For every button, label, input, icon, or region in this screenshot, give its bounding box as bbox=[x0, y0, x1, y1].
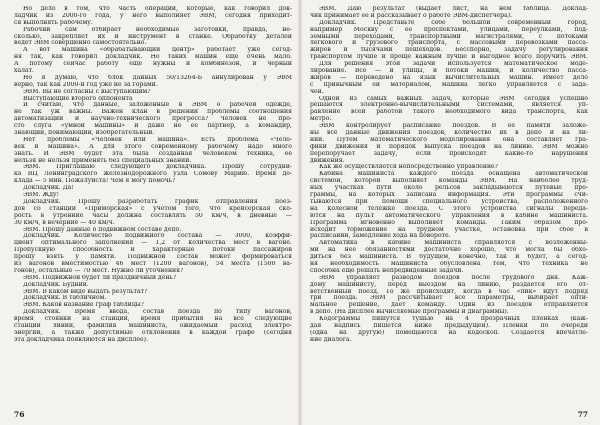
text-line: (одна на другую) помещаются на кодоскоп. Создается впечатле- bbox=[310, 329, 588, 336]
text-line: Докладчик. Количество подвижного состава — 3000, коэффи- bbox=[23, 233, 292, 240]
text-line: ЭВМ. Даю результат (выдает лист, на нем таблица. Доклад- bbox=[319, 6, 588, 12]
text-line: верно, так как 2000-й год уже не за горами. bbox=[14, 81, 158, 88]
text-line: ЭВМ. Вы не согласны с выступающим? bbox=[23, 88, 151, 95]
text-line: равление всей работой такого необходимого вида транспорта, как bbox=[310, 109, 588, 116]
text-line: чей. bbox=[310, 88, 324, 95]
text-line: земными переходами, транспортными магистралями, с потоками bbox=[310, 33, 588, 40]
text-line: гонов), остальные — 70 мест. Нужно ли уточнения? bbox=[14, 267, 184, 274]
text-line: ются на пульт автоматического управления в кабине машиниста. bbox=[310, 212, 588, 219]
text-line: 30 км/ч, в вечерние — 40 км/ч. bbox=[14, 219, 115, 226]
left-page-text bbox=[14, 6, 292, 344]
text-line: ся выполнять рабочему. bbox=[14, 19, 93, 26]
text-line: Я считаю, что данные, заложенные в ЭВМ о рабочей одежде, bbox=[23, 102, 292, 109]
text-line: решаются электронно-вычислительными системами, является уп- bbox=[310, 102, 588, 109]
text-line: ветственный поезд. То же происходит, когда в час «пик» идут подряд bbox=[310, 288, 588, 295]
text-line: с привычным ей материалом, машина легко управляется с зада- bbox=[310, 81, 588, 88]
text-line: ЭВМ контролирует расписание поездов. В ее памяти заложе- bbox=[319, 123, 588, 130]
text-line: ЭВМ. В каком виде выдать результат? bbox=[23, 288, 148, 295]
text-line: ня так, как говорил докладчик. Но таких машин еще очень мало. bbox=[14, 54, 292, 61]
text-line: легкового и грузового транспорта, с массовыми перевозками пасса- bbox=[310, 40, 588, 47]
text-line: ми на нее обязанностями достаточно хорошо, что могла бы обхо- bbox=[310, 247, 588, 254]
text-line: ние диалога. bbox=[310, 336, 352, 343]
text-line: станции линии, фамилия машиниста, ожидаемый расход электро- bbox=[14, 322, 292, 329]
text-line: дому машинисту, перед выездом на линию, раздается его от- bbox=[310, 281, 588, 288]
text-line: жиров и тысячами пешеходов. Бесспорно, задачу регулирования bbox=[310, 47, 588, 54]
text-line: Для решения этой задачи используется математическое моде- bbox=[319, 61, 588, 68]
text-line: ЭВМ управляет разводом поездов после трудового дня. Каж- bbox=[319, 274, 588, 281]
text-line: прошу взять у памяти. Подвижной состав может формироваться bbox=[14, 254, 292, 261]
right-page-number: 77 bbox=[577, 410, 588, 419]
text-line: Кодограммы пишутся тушью на 4 прозрачных пленках (каж- bbox=[319, 316, 588, 323]
text-line: Кабина машиниста каждого поезда оснащена автоматической bbox=[319, 171, 588, 178]
text-line: мальное решение, дает команду. Один из поездов отправляется bbox=[310, 302, 588, 309]
text-line: на колесной тележке поезда. С этого устройства сигналы переда- bbox=[310, 205, 588, 212]
text-line: ня необходимость машиниста обусловлена тем, что техника не bbox=[310, 260, 588, 267]
text-line: не так уж важны. Важен клан в решении проблемы соотношения bbox=[14, 109, 292, 116]
text-line: клада — 5 мин. Пожалуйста! Чем я могу помочь? bbox=[14, 178, 176, 185]
right-page bbox=[300, 0, 600, 425]
text-line: фики движения и порядок выпуска поездов на линию. ЭВМ можно bbox=[310, 143, 588, 150]
text-line: халат. bbox=[14, 68, 35, 75]
text-line: Выступающие второго оппонента bbox=[23, 95, 133, 102]
text-line: три поезда. ЭВМ рассчитывает все параметры, выбирает опти- bbox=[310, 295, 588, 302]
text-line: жиров — переведено на язык вычислительных машин. Имеет дело bbox=[310, 74, 588, 81]
text-line: ЭВМ. Каков название граф таблицы? bbox=[23, 302, 144, 309]
text-line: век и машина». А для этого современному рабочему надо много bbox=[14, 143, 292, 150]
text-line: ны все данные движения поездов, количество их в депо и на ли- bbox=[310, 130, 588, 137]
left-page-number: 76 bbox=[14, 410, 25, 419]
text-line: Нет проблемы «Человек или машина». Есть проблема «Чело- bbox=[23, 136, 292, 143]
text-line: знающий, понимающий, изобретательный. bbox=[14, 130, 155, 137]
text-line: граммы, на которых записана информация. Эти программы счи- bbox=[310, 192, 588, 199]
text-line: дая надпись пишется ниже предыдущей). Пленки по очереди bbox=[310, 322, 588, 329]
text-line: Докладчик. В табличном. bbox=[23, 295, 107, 302]
text-line: Одной из самых важных задач, которые ЭВМ сегодня успешно bbox=[319, 95, 588, 102]
text-line: способна еще решать непредвиденные задачи. bbox=[310, 267, 464, 274]
text-line: транспортом лучше и проще важным лучше и выгоднее всего поручить ЭВМ. bbox=[310, 54, 588, 61]
text-line: Как же осуществляется непосредственно управление? bbox=[319, 164, 498, 171]
text-line: в депо. (На дисплее вычисляемые программы и диаграммы). bbox=[310, 309, 509, 316]
text-line: Рабочий сам отбирает необходимые заготовки, правда, не- bbox=[23, 26, 292, 33]
text-line: чик принимает ее и рассказывает о работе ЭВМ-диспетчера). bbox=[310, 12, 513, 19]
text-line: тываются при помощи специального устройства, расположенного bbox=[310, 198, 588, 205]
text-line: время стоянки на станции, время прибытия на все следующие bbox=[14, 316, 292, 323]
text-line: сколько, закрепляет их и инструмент в станке. Обработку деталей bbox=[14, 33, 292, 40]
text-line: дов со станции «Приморская» с учетом того, что крейсерская ско- bbox=[14, 205, 292, 212]
text-line: нии. Путем математического моделирования она составляет гра- bbox=[310, 136, 588, 143]
text-line: например Москву с ее проспектами, улицами, переулками, под- bbox=[310, 26, 588, 33]
text-line: циент оптимального заполнения — 1,2 от количества мест в вагоне. bbox=[14, 240, 292, 247]
text-line: Докладчик. Представьте себе большой современный город, bbox=[319, 19, 588, 26]
text-line: ЭВМ. Прошу данные о подвижном составе депо. bbox=[23, 226, 182, 233]
text-line: автоматизации и научно-технического прогресса? Человек не про- bbox=[14, 116, 292, 123]
text-line: метро. bbox=[310, 116, 332, 123]
right-page-text bbox=[310, 6, 588, 344]
text-line: Докладчик. Прошу разработать график отправления поез- bbox=[23, 198, 292, 205]
text-line: рость в утренние часы должна составлять 50 км/ч, в дневные — bbox=[14, 212, 292, 219]
text-line: из вагонов вместимостью 46 мест (1200 вагонов), 54 места (1500 ва- bbox=[14, 260, 292, 267]
text-line: Программа мгновенно выполняет команды. Таким образом про- bbox=[310, 219, 588, 226]
text-line: перепоручает задачу, если происходят какие-то нарушения bbox=[310, 150, 588, 157]
text-line: нельзя не нельзя применять без специальных знаний. bbox=[14, 157, 192, 164]
text-line: сто слуга «умной машины» и даже не ее партнер, а командир, bbox=[14, 123, 292, 130]
text-line: энергии, а также допустимые отклонения в каждой графе (сегодня bbox=[14, 329, 292, 336]
text-line: Докладчик. Будний. bbox=[23, 281, 89, 288]
text-line: ных участках пути около рельсов закладываются путевые про- bbox=[310, 185, 588, 192]
text-line: расписании, замедление хода на повороте. bbox=[310, 233, 451, 240]
text-line: ведет ЭВМ совершенно самостоятельно. bbox=[14, 40, 147, 47]
text-line: Докладчик. Время ввода, состав поезда по типу вагонов, bbox=[23, 309, 292, 316]
text-line: системой, которой выполняет команды ЭВМ. На наиболее труд- bbox=[310, 178, 588, 185]
text-line: Но дело в том, что часть операций, которые, как говорил док- bbox=[23, 6, 292, 12]
text-line: ЭВМ. Жду! bbox=[23, 192, 60, 199]
text-line: Автоматика в кабине машиниста справляется с возложенны- bbox=[319, 240, 588, 247]
text-line: знать. И ЭВМ будет эта была созданная человеком техника, ее bbox=[14, 150, 292, 157]
text-line: А вот машина «обрабатывающий центр» работает уже сегод- bbox=[23, 47, 292, 54]
text-line: ка ВЦ Ленинградского железнодорожного узла Сомову Марию. Время до- bbox=[14, 171, 292, 178]
text-line: ЭВМ. Подвижной будет ли праздничный день? bbox=[23, 274, 177, 281]
text-line: диться без машиниста. В будущем, конечно, так и будет, а сегод- bbox=[310, 254, 588, 261]
text-line: движения. bbox=[310, 157, 345, 164]
text-line: А потому сейчас работу еще нужны и комбинезон, и черный bbox=[14, 61, 292, 68]
text-line: Пропускную способность и характерные потоки пассажиров bbox=[14, 247, 292, 254]
text-line: исходит торможение на трудном участке, остановка при сбое в bbox=[310, 226, 588, 233]
text-line: Но я думаю, что блок данных 50/13264-Б аннулирован у ЭВМ bbox=[23, 74, 292, 81]
text-line: ладчик из 2000-го года, у него выполняет ЭВМ, сегодня приходит- bbox=[14, 12, 292, 19]
text-line: эта докладчика появляются на дисплее). bbox=[14, 336, 148, 343]
text-line: лирование. Все — и улицы, и потоки машин, и количество пасса- bbox=[310, 68, 588, 75]
text-line: ЭВМ. Приглашаю следующего докладчика. Прошу сотрудни- bbox=[23, 164, 292, 171]
text-line: Докладчик. Да! bbox=[23, 185, 74, 192]
